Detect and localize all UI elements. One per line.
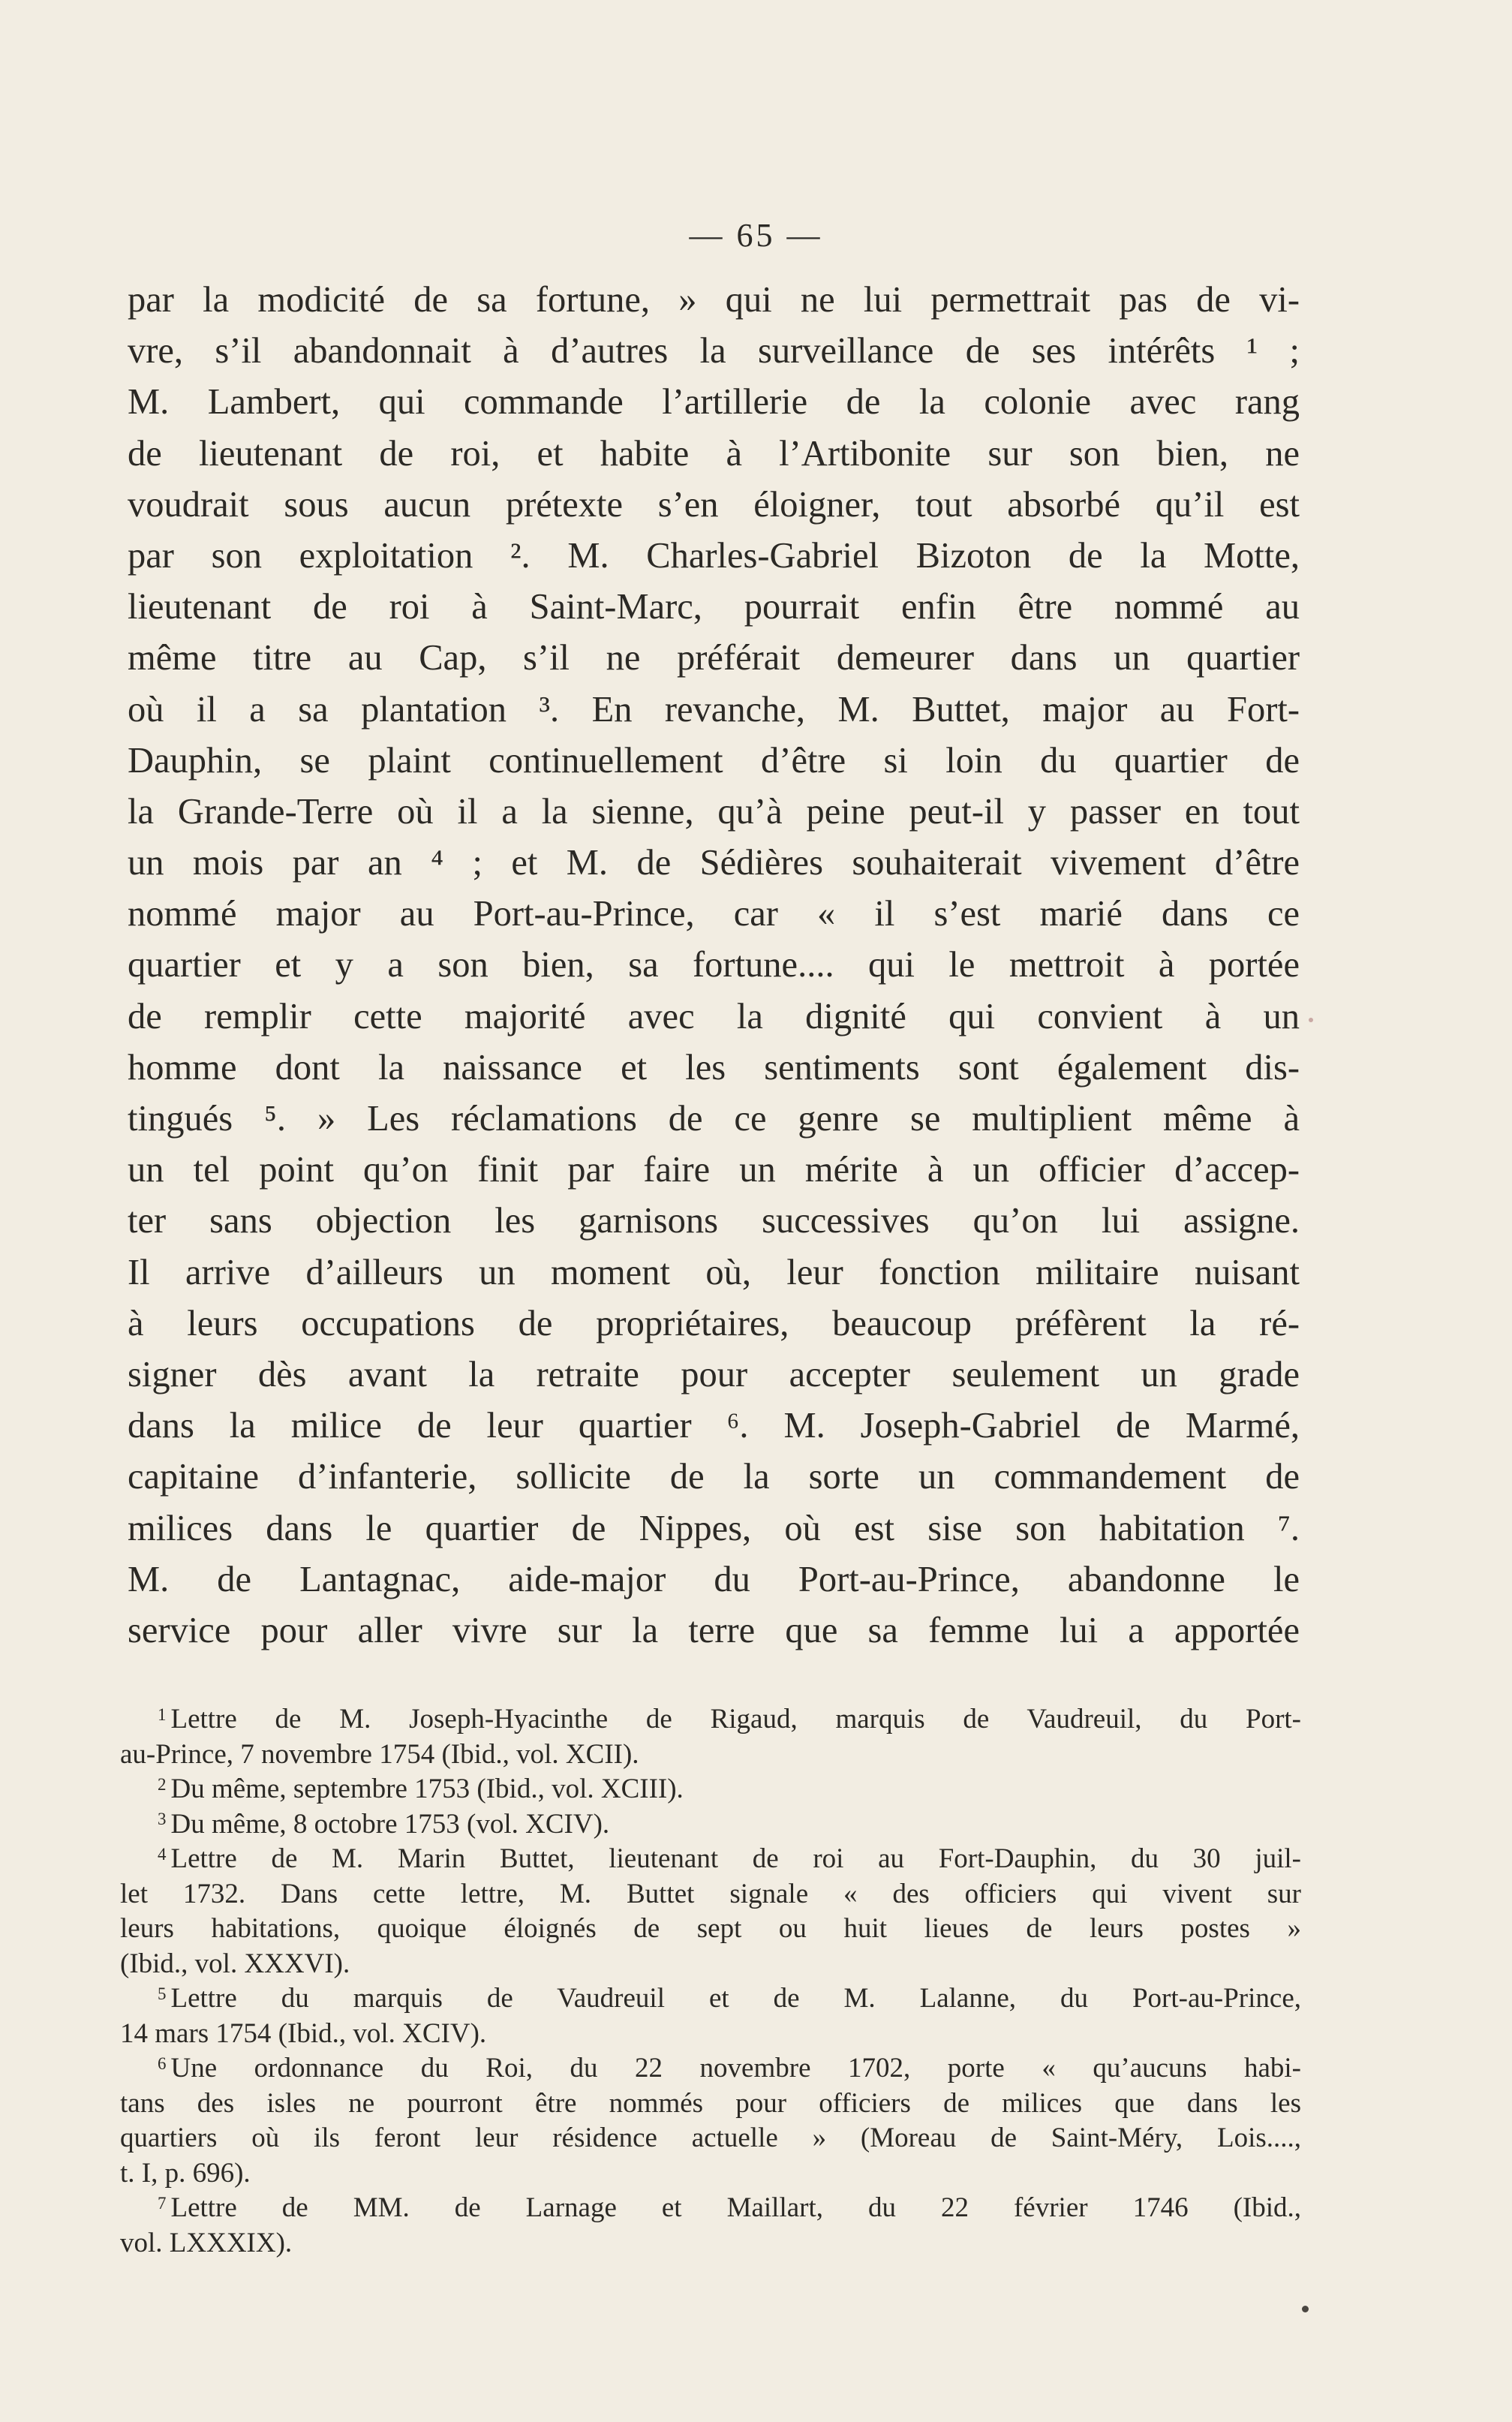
body-line: à leurs occupations de propriétaires, beaucoup préfèrent la ré- [128, 1303, 1300, 1343]
paper-speck [1302, 2306, 1309, 2312]
footnote-1 [120, 1702, 1301, 1738]
footnote-line: quartiers où ils feront leur résidence actuelle » (Moreau de Saint-Méry, Lois...., [120, 2123, 1301, 2153]
body-line: tingués ⁵. » Les réclamations de ce genre se multiplient même à [128, 1099, 1300, 1139]
body-line: dans la milice de leur quartier ⁶. M. Joseph-Gabriel de Marmé, [128, 1406, 1300, 1446]
footnote-line: 14 mars 1754 (Ibid., vol. XCIV). [120, 2017, 487, 2049]
body-line: Il arrive d’ailleurs un moment où, leur fonction militaire nuisant [128, 1252, 1300, 1292]
body-line: service pour aller vivre sur la terre que sa femme lui a apportée [128, 1610, 1300, 1650]
footnote-line: tans des isles ne pourront être nommés pour officiers de milices que dans les [120, 2087, 1301, 2119]
footnote-line: au-Prince, 7 novembre 1754 (Ibid., vol. XCII). [120, 1738, 639, 1770]
footnote-text: Une ordonnance du Roi, du 22 novembre 1702, porte « qu’aucuns habi- [170, 2053, 1301, 2084]
body-line: Dauphin, se plaint continuellement d’être si loin du quartier de [128, 740, 1300, 781]
body-line: même titre au Cap, s’il ne préférait demeurer dans un quartier [128, 638, 1300, 678]
body-line: quartier et y a son bien, sa fortune.... qui le mettroit à portée [128, 945, 1300, 985]
footnote-line: leurs habitations, quoique éloignés de sept ou huit lieues de leurs postes » [120, 1913, 1301, 1944]
paper-speck [1309, 1018, 1313, 1022]
body-line: ter sans objection les garnisons successives qu’on lui assigne. [128, 1201, 1300, 1241]
page-number: — 65 — [689, 217, 823, 254]
footnote-line: t. I, p. 696). [120, 2157, 251, 2189]
body-line: vre, s’il abandonnait à d’autres la surveillance de ses intérêts ¹ ; [128, 331, 1300, 372]
body-line: par son exploitation ². M. Charles-Gabriel Bizoton de la Motte, [128, 535, 1300, 576]
body-line: M. de Lantagnac, aide-major du Port-au-Prince, abandonne le [128, 1559, 1300, 1599]
body-line: un mois par an ⁴ ; et M. de Sédières souhaiterait vivement d’être [128, 843, 1300, 883]
body-line: milices dans le quartier de Nippes, où est sise son habitation ⁷. [128, 1508, 1300, 1548]
footnote-line: (Ibid., vol. XXXVI). [120, 1948, 350, 1979]
body-line: M. Lambert, qui commande l’artillerie de la colonie avec rang [128, 382, 1300, 423]
body-line: où il a sa plantation ³. En revanche, M. Buttet, major au Fort- [128, 689, 1300, 730]
footnote-number: 6 [158, 2053, 167, 2073]
footnote-number: 4 [158, 1844, 167, 1864]
body-line: de lieutenant de roi, et habite à l’Artibonite sur son bien, ne [128, 433, 1300, 474]
footnote-6 [120, 2051, 1301, 2087]
body-line: la Grande-Terre où il a la sienne, qu’à peine peut-il y passer en tout [128, 791, 1300, 832]
footnote-3 [120, 1807, 1301, 1843]
body-line: voudrait sous aucun prétexte s’en éloigner, tout absorbé qu’il est [128, 484, 1300, 525]
footnotes [120, 1702, 1301, 2261]
footnote-number: 3 [158, 1810, 167, 1829]
footnote-text: Du même, septembre 1753 (Ibid., vol. XCIII). [170, 1774, 684, 1804]
footnote-5 [120, 1981, 1301, 2017]
footnote-line: vol. LXXXIX). [120, 2227, 293, 2258]
footnote-text: Lettre du marquis de Vaudreuil et de M. Lalanne, du Port-au-Prince, [170, 1983, 1301, 2014]
body-line: de remplir cette majorité avec la dignité qui convient à un [128, 996, 1300, 1036]
footnote-number: 7 [158, 2193, 167, 2213]
footnote-text: Du même, 8 octobre 1753 (vol. XCIV). [170, 1808, 610, 1840]
body-line: par la modicité de sa fortune, » qui ne lui permettrait pas de vi- [128, 280, 1300, 320]
body-line: lieutenant de roi à Saint-Marc, pourrait enfin être nommé au [128, 587, 1300, 627]
footnote-line: let 1732. Dans cette lettre, M. Buttet signale « des officiers qui vivent sur [120, 1878, 1301, 1909]
body-text [128, 275, 1300, 1656]
footnote-number: 5 [158, 1984, 167, 2003]
body-line: signer dès avant la retraite pour accepter seulement un grade [128, 1354, 1300, 1395]
footnote-text: Lettre de MM. de Larnage et Maillart, du 22 février 1746 (Ibid., [170, 2192, 1301, 2223]
footnote-text: Lettre de M. Joseph-Hyacinthe de Rigaud, marquis de Vaudreuil, du Port- [170, 1704, 1301, 1735]
footnote-number: 2 [158, 1774, 167, 1794]
body-line: capitaine d’infanterie, sollicite de la sorte un commandement de [128, 1457, 1300, 1497]
body-line: nommé major au Port-au-Prince, car « il s’est marié dans ce [128, 894, 1300, 934]
body-line: homme dont la naissance et les sentiments sont également dis- [128, 1047, 1300, 1088]
footnote-7 [120, 2191, 1301, 2226]
footnote-4 [120, 1842, 1301, 1877]
footnote-number: 1 [158, 1704, 167, 1724]
footnote-2 [120, 1772, 1301, 1807]
footnote-text: Lettre de M. Marin Buttet, lieutenant de roi au Fort-Dauphin, du 30 juil- [170, 1843, 1301, 1874]
body-line: un tel point qu’on finit par faire un mérite à un officier d’accep- [128, 1150, 1300, 1190]
